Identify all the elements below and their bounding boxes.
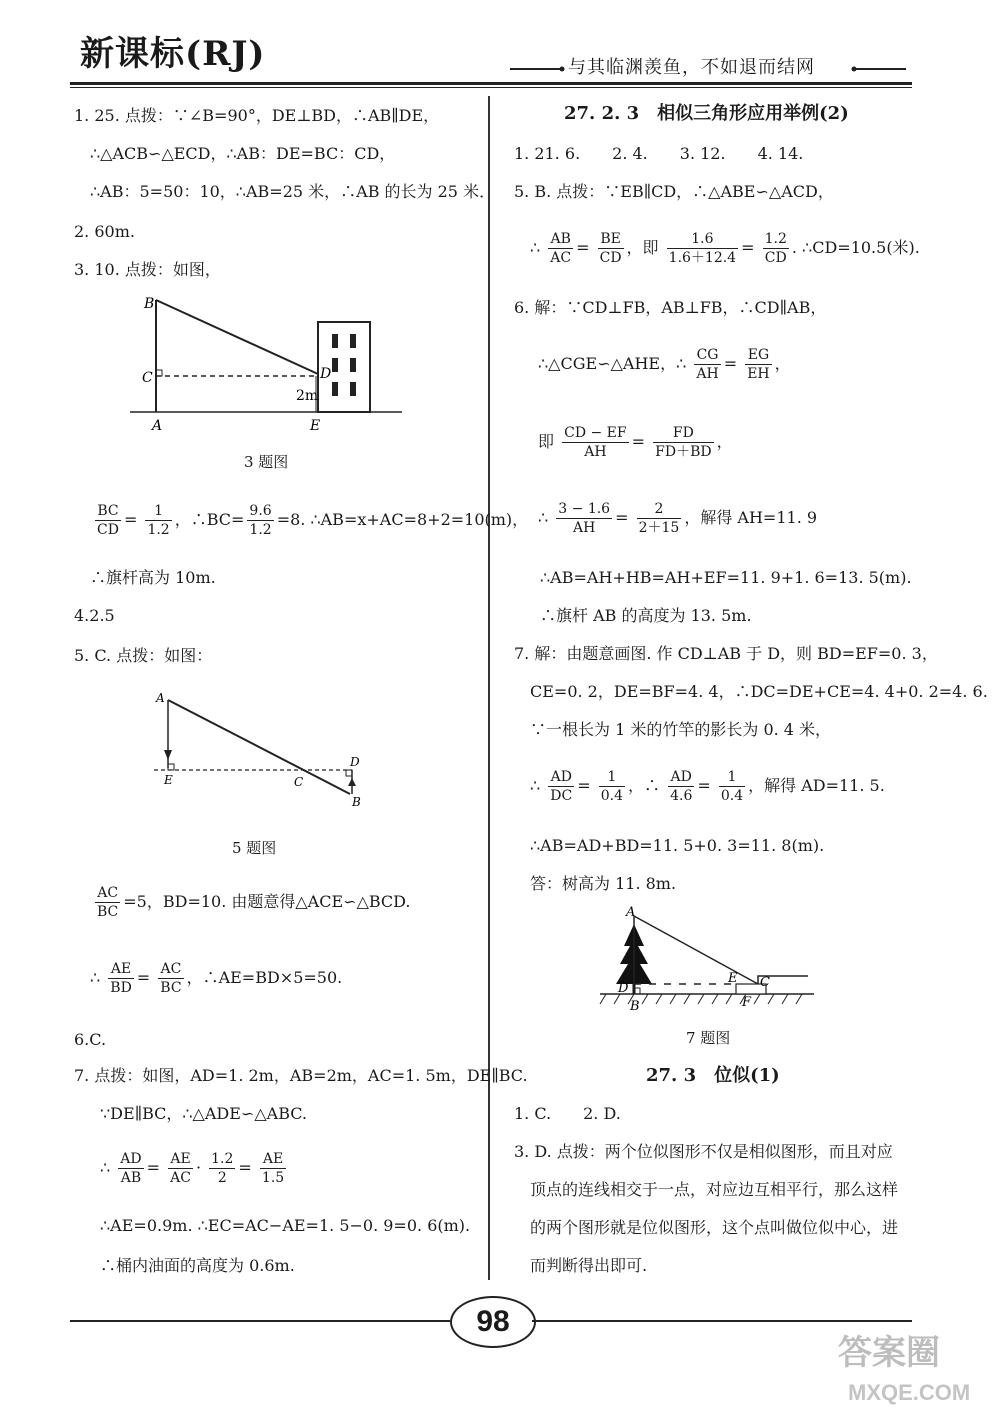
q7-line3: ∴AE=0.9m. ∴EC=AC−AE=1. 5−0. 9=0. 6(m). <box>100 1216 471 1235</box>
q7-line4: ∴桶内油面的高度为 0.6m. <box>100 1256 295 1275</box>
q1-line3: ∴AB：5=50：10，∴AB=25 米，∴AB 的长为 25 米． <box>90 182 496 201</box>
fig5-label-c: C <box>294 775 304 789</box>
fig3-dimension: 2m <box>296 388 319 404</box>
s3-line2: 顶点的连线相交于一点，对应边互相平行，那么这样 <box>530 1180 899 1199</box>
header-motto: 与其临渊羡鱼，不如退而结网 <box>568 57 815 78</box>
svg-text:MXQE.COM: MXQE.COM <box>848 1380 971 1405</box>
fig3-label-d: D <box>320 366 332 382</box>
q7-equation: ∴ $\frac{AD}{AB}$ = $\frac{AE}{AC}$ · $\frac{1.2}{2}$ = $\frac{AE}{1.5}$ <box>100 1151 285 1186</box>
r5-equation: ∴ $\frac{AB}{AC}$ = $\frac{BE}{CD}$ ，即 $\frac{1.6}{1.6+12.4}$ = $\frac{1.2}{CD}$ . ∴CD=10.5(米). <box>530 231 920 266</box>
figure-3 <box>130 290 420 440</box>
r6-equation-1: ∴△CGE∽△AHE，∴ $\frac{CG}{AH}$ = $\frac{EG}{EH}$ ， <box>538 347 791 382</box>
r7-answer: 答：树高为 11. 8m. <box>530 874 677 893</box>
fig5-label-e: E <box>164 773 173 787</box>
fig7-label-b: B <box>630 999 640 1014</box>
r6-line2: ∴AB=AH+HB=AH+EF=11. 9+1. 6=13. 5(m). <box>540 568 912 587</box>
footer-rule-left <box>70 1320 450 1322</box>
q3-conclusion: ∴旗杆高为 10m. <box>90 568 216 587</box>
figure-5 <box>150 690 380 810</box>
fig5-caption: 5 题图 <box>232 839 277 857</box>
q7-line2: ∵DE∥BC，∴△ADE∽△ABC. <box>100 1104 308 1123</box>
s3-line1: 3. D. 点拨：两个位似图形不仅是相似图形，而且对应 <box>514 1142 893 1161</box>
r6-line3: ∴旗杆 AB 的高度为 13. 5m. <box>540 606 752 625</box>
page-number: 98 <box>450 1296 536 1348</box>
q1-line2: ∴△ACB∽△ECD，∴AB：DE=BC：CD， <box>90 144 396 163</box>
fig5-label-b: B <box>352 795 361 809</box>
r-answers-1-4: 1. 21. 6. 2. 4. 3. 12. 4. 14. <box>514 144 804 163</box>
fig3-label-c: C <box>142 370 153 386</box>
column-divider <box>488 96 490 1280</box>
section-27-2-3-title: 27. 2. 3 相似三角形应用举例(2) <box>564 103 849 124</box>
r7-line3: ∵一根长为 1 米的竹竿的影长为 0. 4 米， <box>530 720 832 739</box>
site-watermark-logo <box>838 1330 988 1410</box>
fig7-label-c: C <box>760 975 770 990</box>
q5-equation-1: $\frac{AC}{BC}$ =5，BD=10. 由题意得△ACE∽△BCD. <box>97 885 411 920</box>
q5-intro: 5. C. 点拨：如图： <box>74 646 213 665</box>
q3-equation: $\frac{BC}{CD}$ = $\frac{1}{1.2}$ ，∴BC= $\frac{9.6}{1.2}$ =8. ∴AB=x+AC=8+2=10(m)， <box>97 503 529 538</box>
s3-line3: 的两个图形就是位似图形，这个点叫做位似中心，进 <box>530 1218 899 1237</box>
fig5-label-a: A <box>156 691 165 705</box>
footer-rule-right <box>532 1320 912 1322</box>
q2-answer: 2. 60m. <box>74 222 135 241</box>
q7-line1: 7. 点拨：如图，AD=1. 2m，AB=2m，AC=1. 5m，DE∥BC. <box>74 1066 528 1085</box>
r7-line4: ∴AB=AD+BD=11. 5+0. 3=11. 8(m). <box>530 836 825 855</box>
fig7-label-e: E <box>728 971 738 986</box>
q4-answer: 4.2.5 <box>74 606 115 625</box>
fig7-caption: 7 题图 <box>686 1029 731 1047</box>
r7-line1: 7. 解：由题意画图. 作 CD⊥AB 于 D，则 BD=EF=0. 3， <box>514 644 938 663</box>
r5-line1: 5. B. 点拨：∵EB∥CD，∴△ABE∽△ACD， <box>514 182 834 201</box>
fig7-label-f: F <box>742 995 752 1010</box>
fig7-label-d: D <box>618 981 629 996</box>
s-answers-1-2: 1. C. 2. D. <box>514 1104 621 1123</box>
r6-equation-2: 即 $\frac{CD - EF}{AH}$ = $\frac{FD}{FD+BD}$ ， <box>538 425 733 460</box>
figure-7 <box>596 902 826 1014</box>
fig3-label-a: A <box>152 418 163 434</box>
s3-line4: 而判断得出即可. <box>530 1256 648 1275</box>
r7-equation: ∴ $\frac{AD}{DC}$ = $\frac{1}{0.4}$ ，∴ $\frac{AD}{4.6}$ = $\frac{1}{0.4}$ ，解得 AD=11. 5. <box>530 769 885 804</box>
q5-equation-2: ∴ $\frac{AE}{BD}$ = $\frac{AC}{BC}$ ，∴AE=BD×5=50. <box>90 961 343 996</box>
svg-text:答案圈: 答案圈 <box>838 1334 940 1372</box>
header-rule <box>70 82 912 85</box>
fig5-label-d: D <box>350 755 360 769</box>
r6-line1: 6. 解：∵CD⊥FB，AB⊥FB，∴CD∥AB， <box>514 298 827 317</box>
page-header-title: 新课标(RJ) <box>80 34 266 74</box>
fig3-label-b: B <box>144 296 155 312</box>
header-rule-thin <box>70 87 912 88</box>
r7-line2: CE=0. 2，DE=BF=4. 4，∴DC=DE+CE=4. 4+0. 2=4. 6. <box>530 682 988 701</box>
fig7-label-a: A <box>626 905 636 920</box>
q1-line1: 1. 25. 点拨：∵∠B=90°，DE⊥BD，∴AB∥DE， <box>74 106 440 125</box>
q6-answer: 6.C. <box>74 1030 107 1049</box>
r6-equation-3: ∴ $\frac{3 - 1.6}{AH}$ = $\frac{2}{2+15}$ ，解得 AH=11. 9 <box>538 501 818 536</box>
fig3-caption: 3 题图 <box>244 453 289 471</box>
q3-intro: 3. 10. 点拨：如图， <box>74 260 221 279</box>
fig3-label-e: E <box>310 418 321 434</box>
section-27-3-title: 27. 3 位似(1) <box>646 1065 780 1086</box>
